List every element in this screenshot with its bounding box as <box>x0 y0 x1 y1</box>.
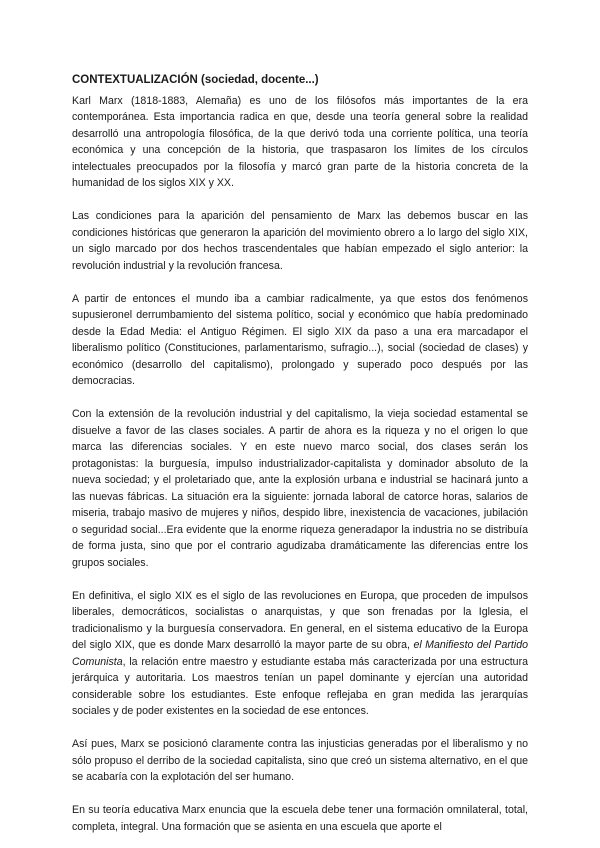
section-title: CONTEXTUALIZACIÓN (sociedad, docente...) <box>72 74 319 86</box>
paragraph-1: Karl Marx (1818-1883, Alemaña) es uno de los filósofos más importantes de la era contemporánea. Esta importancia radica en que, desde una teoría general sobre la realidad desarrolló una antropología filosófica, de la que derivó toda una corriente política, una teoría económica y una concepción de la historia, que traspasaron los límites de los círculos intelectuales preocupados por la filosofía y marcó gran parte de la historia concreta de la humanidad de los siglos XIX y XX. <box>72 94 528 189</box>
paragraph-7: En su teoría educativa Marx enuncia que la escuela debe tener una formación omnilateral, total, completa, integral. Una formación que se asienta en una escuela que aporte el <box>72 804 528 833</box>
paragraph-4: Con la extensión de la revolución industrial y del capitalismo, la vieja sociedad estamental se disuelve a favor de las clases sociales. A partir de ahora es la riqueza y no el origen lo que marca las diferencias sociales. Y en este nuevo marco social, dos clases serán los protagonistas: la burguesía, impulso industrializador-capitalista y dominador absoluto de la nueva sociedad; y el proletariado que, ante la explosión urbana e industrial se hacinará junto a las nuevas fábricas. La situación era la siguiente: jornada laboral de catorce horas, salarios de miseria, trabajo masivo de mujeres y niños, despido libre, inexistencia de vacaciones, jubilación o seguridad social...Era evidente que la enorme riqueza generadapor la industria no se distribuía de forma justa, sino que por el contrario agudizaba dramáticamente las diferencias entre los grupos sociales. <box>72 408 528 569</box>
paragraph-6: Así pues, Marx se posicionó claramente contra las injusticias generadas por el liberalismo y no sólo propuso el derribo de la sociedad capitalista, sino que creó un sistema alternativo, en el que se acabaría con la explotación del ser humano. <box>72 738 528 783</box>
document-page <box>72 72 528 835</box>
paragraph-5-text-b: , la relación entre maestro y estudiante estaba más caracterizada por una estructura jerárquica y autoritaria. Los maestros tenían un papel dominante y ejercían una autoridad considerable sobre los estudiantes. Este enfoque reflejaba en gran medida las jerarquías sociales y de poder existentes en la sociedad de ese entonces. <box>72 655 528 717</box>
paragraph-2: Las condiciones para la aparición del pensamiento de Marx las debemos buscar en las condiciones históricas que generaron la aparición del movimiento obrero a lo largo del siglo XIX, un siglo marcado por dos hechos trascendentales que habían empezado el siglo anterior: la revolución industrial y la revolución francesa. <box>72 210 528 272</box>
paragraph-3: A partir de entonces el mundo iba a cambiar radicalmente, ya que estos dos fenómenos supusieronel derrumbamiento del sistema político, social y económico que había predominado desde la Edad Media: el Antiguo Régimen. El siglo XIX da paso a una era marcadapor el liberalismo político (Constituciones, parlamentarismo, sufragio...), social (sociedad de clases) y económico (desarrollo del capitalismo), prolongado y superado poco después por las democracias. <box>72 292 528 387</box>
paragraph-5 <box>72 588 528 720</box>
manifesto-title: el Manifiesto del Partido Comunista <box>72 639 528 668</box>
paragraph-5-text-a: En definitiva, el siglo XIX es el siglo de las revoluciones en Europa, que proceden de impulsos liberales, democráticos, socialistas o anarquistas, y que son frenadas por la Iglesia, el tradicionalismo y la burguesía conservadora. En general, en el sistema educativo de la Europa del siglo XIX, que es donde Marx desarrolló la mayor parte de su obra, <box>72 589 528 651</box>
